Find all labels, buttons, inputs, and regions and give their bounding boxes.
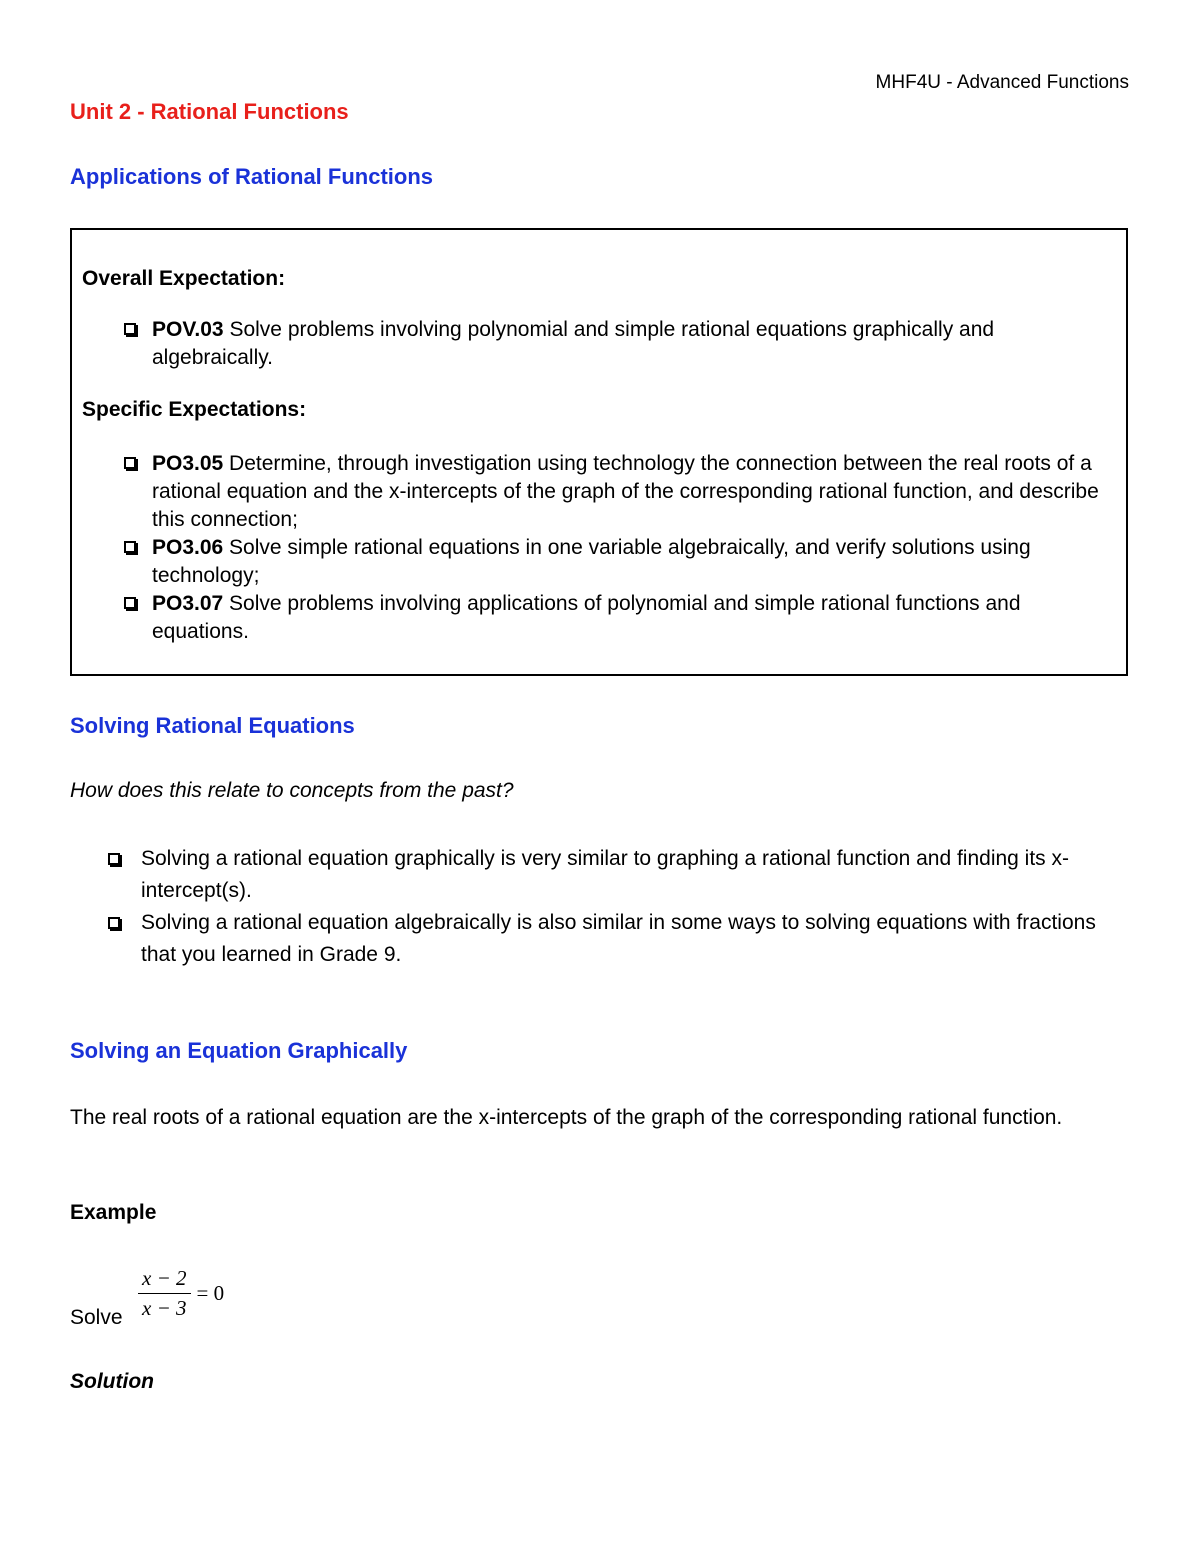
specific-expectations-list [82, 450, 1112, 646]
expectation-text: Solve problems involving applications of polynomial and simple rational functions and equations. [152, 592, 1021, 643]
bullet-list [70, 843, 1130, 971]
definition-paragraph: The real roots of a rational equation are the x-intercepts of the graph of the corresponding rational function. [70, 1106, 1063, 1129]
expectation-item [82, 450, 1112, 534]
rational-equation [138, 1266, 224, 1321]
guiding-question: How does this relate to concepts from the past? [70, 779, 514, 802]
expectation-code: PO3.06 [152, 536, 224, 559]
expectation-text: Determine, through investigation using technology the connection between the real roots of a rational equation and the x-intercepts of the graph of the corresponding rational function, and describe this connection; [152, 452, 1099, 531]
checkbox-icon [108, 853, 120, 865]
equation-rhs: = 0 [196, 1281, 225, 1305]
list-item-text: Solving a rational equation algebraically is also similar in some ways to solving equations with fractions that you learned in Grade 9. [141, 911, 1096, 966]
course-header: MHF4U - Advanced Functions [875, 72, 1129, 93]
solve-label: Solve [70, 1306, 123, 1329]
example-label: Example [70, 1201, 157, 1224]
expectations-box [70, 228, 1128, 676]
expectation-text: Solve problems involving polynomial and simple rational equations graphically and algebraically. [152, 318, 995, 369]
numerator: x − 2 [138, 1266, 191, 1294]
expectation-code: POV.03 [152, 318, 224, 341]
checkbox-icon [124, 457, 136, 469]
specific-expectations-label: Specific Expectations: [82, 398, 307, 421]
graphical-heading: Solving an Equation Graphically [70, 1038, 408, 1063]
expectation-item [82, 534, 1112, 590]
checkbox-icon [124, 541, 136, 553]
expectation-item [82, 316, 1112, 372]
fraction [138, 1266, 191, 1321]
unit-title: Unit 2 - Rational Functions [70, 99, 349, 124]
checkbox-icon [124, 323, 136, 335]
solving-rational-equations-heading: Solving Rational Equations [70, 713, 355, 738]
checkbox-icon [124, 597, 136, 609]
expectation-code: PO3.07 [152, 592, 224, 615]
list-item [70, 907, 1130, 971]
denominator: x − 3 [142, 1296, 187, 1320]
overall-expectation-label: Overall Expectation: [82, 267, 286, 290]
expectation-code: PO3.05 [152, 452, 224, 475]
section-title: Applications of Rational Functions [70, 164, 433, 189]
checkbox-icon [108, 917, 120, 929]
expectation-item [82, 590, 1112, 646]
list-item [70, 843, 1130, 907]
list-item-text: Solving a rational equation graphically is very similar to graphing a rational function and finding its x-intercept(s). [141, 847, 1070, 902]
expectation-text: Solve simple rational equations in one variable algebraically, and verify solutions using technology; [152, 536, 1031, 587]
solution-label: Solution [70, 1370, 154, 1393]
overall-expectation-list [82, 316, 1112, 372]
